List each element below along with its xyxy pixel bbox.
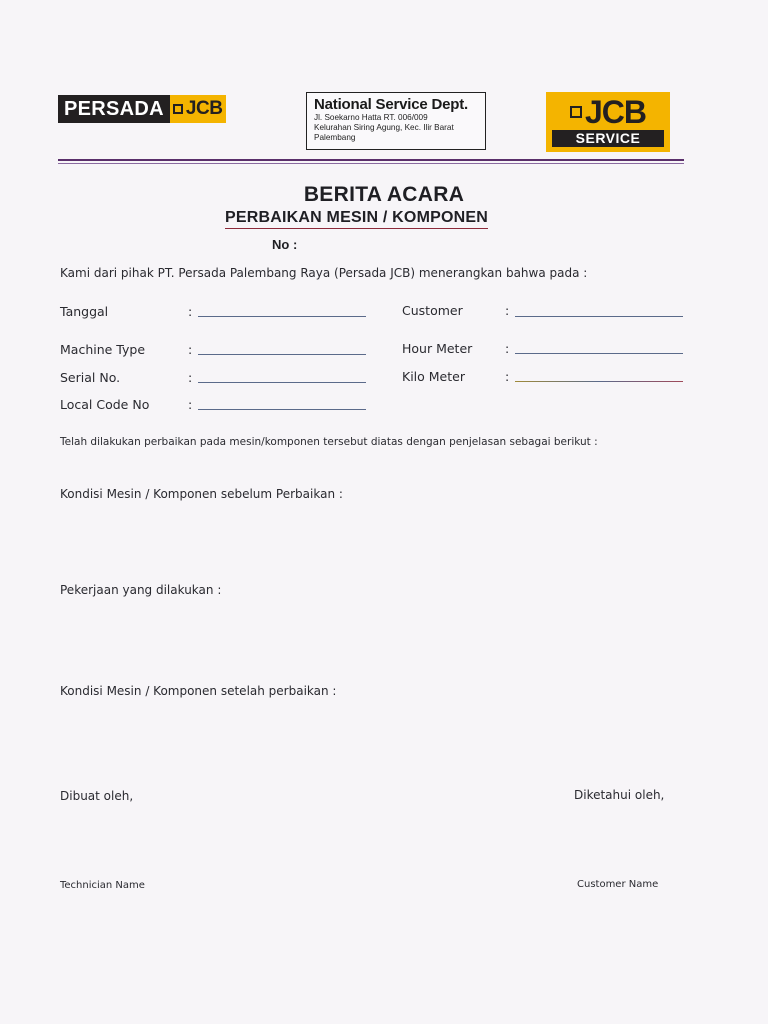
hour-meter-colon: : bbox=[505, 341, 510, 356]
machine-type-label: Machine Type bbox=[60, 342, 146, 357]
customer-label: Customer bbox=[402, 303, 463, 318]
local-code-no-colon: : bbox=[188, 397, 193, 412]
kilo-meter-colon: : bbox=[505, 369, 510, 384]
kilo-meter-label: Kilo Meter bbox=[402, 369, 465, 384]
made-by-label: Dibuat oleh, bbox=[60, 789, 134, 803]
acknowledged-by-label: Diketahui oleh, bbox=[574, 788, 665, 802]
tanggal-label: Tanggal bbox=[60, 304, 109, 319]
customer-name-label: Customer Name bbox=[577, 879, 659, 890]
machine-type-field[interactable] bbox=[198, 354, 366, 355]
after-repair-label: Kondisi Mesin / Komponen setelah perbaikan : bbox=[60, 684, 337, 698]
service-tag: SERVICE bbox=[552, 130, 664, 147]
document-subtitle: PERBAIKAN MESIN / KOMPONEN bbox=[225, 209, 488, 229]
serial-no-colon: : bbox=[188, 370, 193, 385]
document-title: BERITA ACARA bbox=[303, 183, 465, 206]
intro-text: Kami dari pihak PT. Persada Palembang Raya (Persada JCB) menerangkan bahwa pada : bbox=[60, 266, 588, 280]
before-repair-label: Kondisi Mesin / Komponen sebelum Perbaikan : bbox=[60, 487, 343, 501]
customer-field[interactable] bbox=[515, 316, 683, 317]
serial-no-field[interactable] bbox=[198, 382, 366, 383]
local-code-no-field[interactable] bbox=[198, 409, 366, 410]
jcb-square-icon bbox=[570, 106, 582, 118]
jcb-mark bbox=[170, 95, 227, 123]
tanggal-field[interactable] bbox=[198, 316, 366, 317]
work-done-label: Pekerjaan yang dilakukan : bbox=[60, 583, 222, 597]
jcb-mark-text: JCB bbox=[185, 98, 223, 119]
jcb-service-mark: JCB bbox=[584, 94, 646, 130]
technician-name-label: Technician Name bbox=[60, 880, 145, 891]
local-code-no-label: Local Code No bbox=[60, 397, 150, 412]
machine-type-colon: : bbox=[188, 342, 193, 357]
hour-meter-field[interactable] bbox=[515, 353, 683, 354]
dept-title: National Service Dept. bbox=[314, 96, 468, 113]
document-number-label: No : bbox=[272, 237, 298, 252]
tanggal-colon: : bbox=[188, 304, 193, 319]
header-rule bbox=[58, 159, 684, 161]
national-service-dept-box bbox=[306, 92, 486, 150]
header-rule-thin bbox=[58, 163, 684, 164]
kilo-meter-field[interactable] bbox=[515, 381, 683, 382]
jcb-square-icon bbox=[173, 104, 183, 114]
persada-logo-text: PERSADA bbox=[58, 95, 170, 123]
jcb-service-logo bbox=[546, 92, 670, 152]
dept-address-line-3: Palembang bbox=[314, 133, 356, 142]
dept-address-line-2: Kelurahan Siring Agung, Kec. Ilir Barat bbox=[314, 123, 454, 132]
customer-colon: : bbox=[505, 303, 510, 318]
hour-meter-label: Hour Meter bbox=[402, 341, 473, 356]
repair-statement: Telah dilakukan perbaikan pada mesin/komponen tersebut diatas dengan penjelasan sebagai berikut : bbox=[60, 436, 598, 448]
persada-jcb-logo bbox=[58, 95, 226, 123]
serial-no-label: Serial No. bbox=[60, 370, 121, 385]
dept-address-line-1: Jl. Soekarno Hatta RT. 006/009 bbox=[314, 113, 428, 122]
